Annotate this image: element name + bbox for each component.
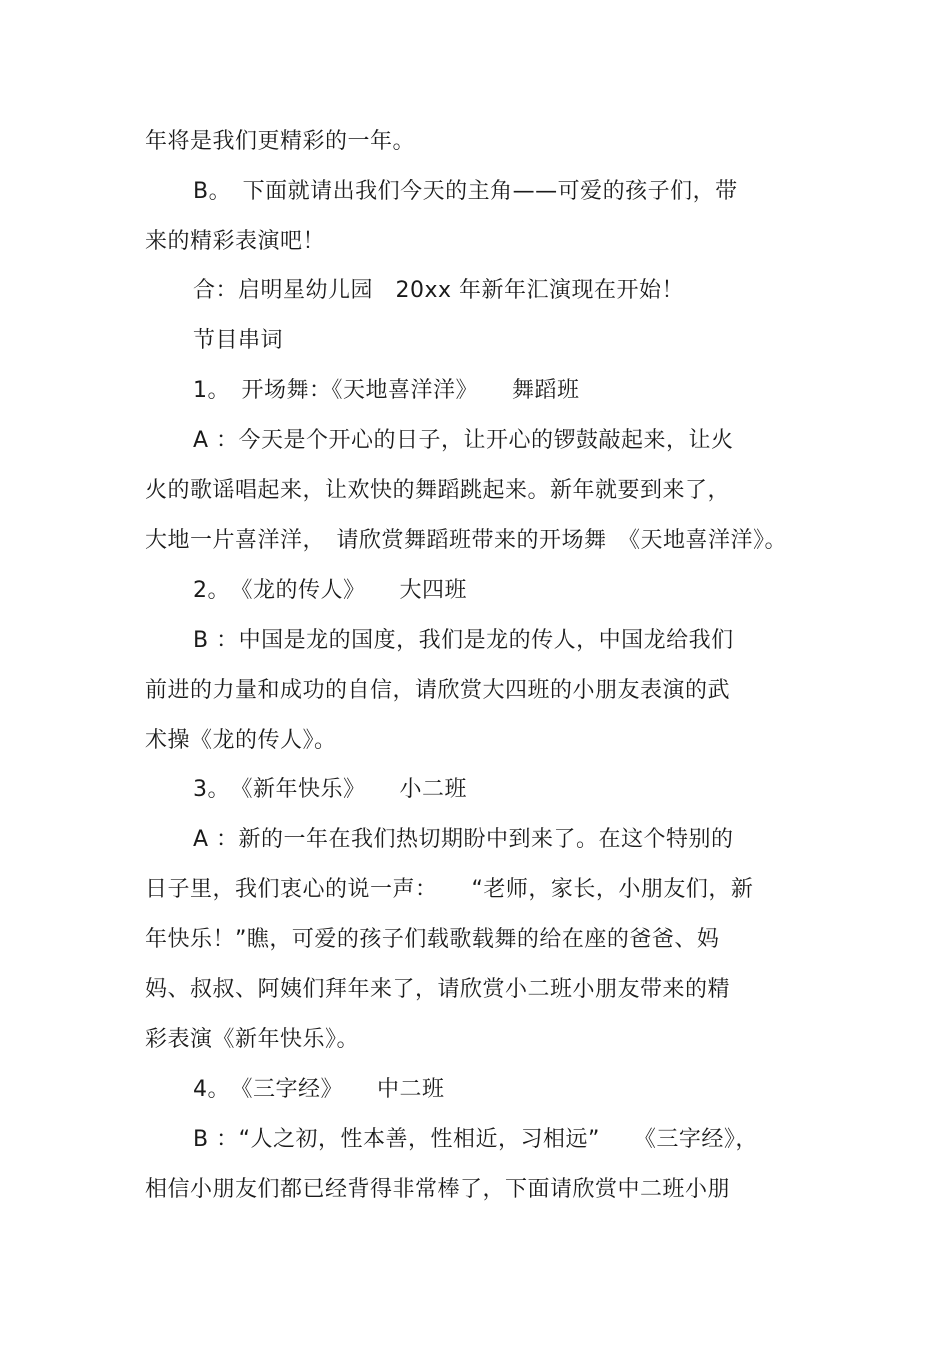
text-line: 来的精彩表演吧！ xyxy=(145,229,326,254)
text-line: A ：今天是个开心的日子，让开心的锣鼓敲起来，让火 xyxy=(193,428,734,453)
text-line: 妈、叔叔、阿姨们拜年来了，请欣赏小二班小朋友带来的精 xyxy=(145,977,731,1002)
program-item-title: 1。 开场舞：《天地喜洋洋》 舞蹈班 xyxy=(193,378,580,403)
text-line: B ：中国是龙的国度，我们是龙的传人，中国龙给我们 xyxy=(193,628,734,653)
text-line: 年将是我们更精彩的一年。 xyxy=(145,129,416,154)
text-line: 年快乐！”瞧，可爱的孩子们载歌载舞的给在座的爸爸、妈 xyxy=(145,927,720,952)
program-item-title: 3。 《新年快乐》 小二班 xyxy=(193,777,467,802)
text-line: 相信小朋友们都已经背得非常棒了，下面请欣赏中二班小朋 xyxy=(145,1177,731,1202)
section-heading: 节目串词 xyxy=(193,328,284,353)
text-line: 彩表演《新年快乐》。 xyxy=(145,1027,360,1052)
text-line: A ：新的一年在我们热切期盼中到来了。在这个特别的 xyxy=(193,827,734,852)
text-line: 前进的力量和成功的自信，请欣赏大四班的小朋友表演的武 xyxy=(145,678,731,703)
text-line: 术操《龙的传人》。 xyxy=(145,728,337,753)
text-line: 合：启明星幼儿园 20xx 年新年汇演现在开始！ xyxy=(193,278,685,303)
text-line: 火的歌谣唱起来，让欢快的舞蹈跳起来。新年就要到来了， xyxy=(145,478,731,503)
text-line: 日子里，我们衷心的说一声： “老师，家长，小朋友们，新 xyxy=(145,877,754,902)
program-item-title: 2。 《龙的传人》 大四班 xyxy=(193,578,467,603)
text-line: 大地一片喜洋洋， 请欣赏舞蹈班带来的开场舞 《天地喜洋洋》。 xyxy=(145,528,788,553)
text-line: B ：“人之初，性本善，性相近，习相远” 《三字经》， xyxy=(193,1127,758,1152)
program-item-title: 4。 《三字经》 中二班 xyxy=(193,1077,445,1102)
text-line: B。 下面就请出我们今天的主角——可爱的孩子们，带 xyxy=(193,179,738,204)
